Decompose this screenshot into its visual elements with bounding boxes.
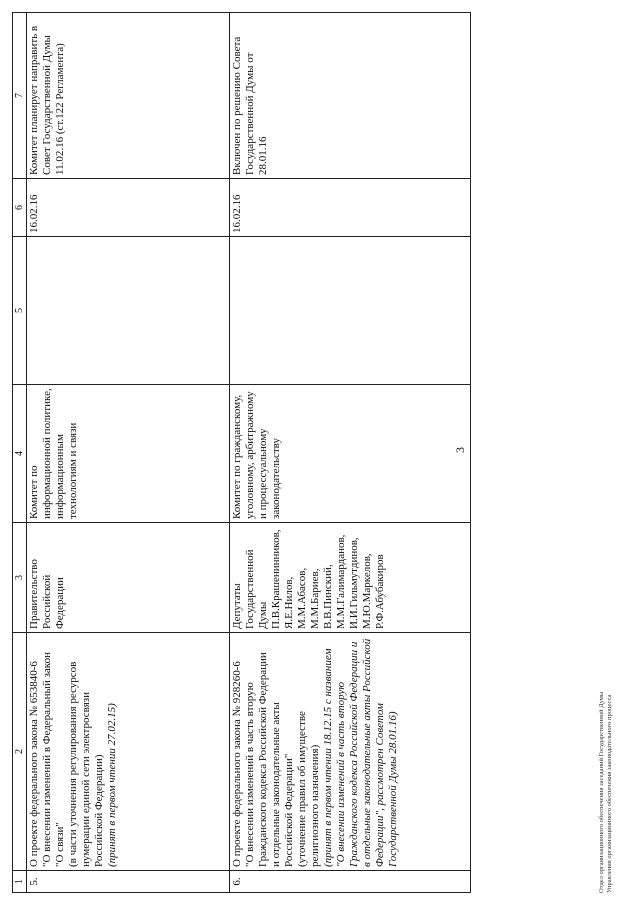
author-line: П.В.Крашенинников, (270, 529, 282, 629)
bill-line: и отдельные законодательные акты (270, 702, 282, 867)
bill-line: религиозного назначения) (309, 744, 321, 867)
page-number: 3 (453, 447, 467, 453)
author-line: М.М.Бариев, (309, 568, 321, 629)
col-header-4: 4 (13, 385, 27, 523)
bill-line: "О связи" (54, 822, 66, 867)
bill-line: (уточнение правил об имуществе (296, 711, 308, 867)
table-row (27, 13, 230, 893)
col-header-3: 3 (13, 523, 27, 633)
agenda-table (12, 12, 471, 893)
bill-description (27, 633, 230, 871)
col5-cell (27, 237, 230, 385)
date-cell: 16.02.16 (230, 179, 471, 237)
footer-line: Отдел организационного обеспечения заседаний Государственной Думы (598, 691, 605, 893)
bill-line: Российской Федерации" (283, 753, 295, 867)
col-header-1: 1 (13, 871, 27, 893)
bill-line: Российской Федерации) (93, 754, 105, 867)
author-line: И.И.Гильмутдинов, (348, 537, 360, 629)
bill-description (230, 633, 471, 871)
bill-line: "О внесении изменений в часть вторую (244, 682, 256, 867)
bill-line: О проекте федерального закона № 653840-6 (28, 661, 40, 867)
bill-author (230, 523, 471, 633)
col5-cell (230, 237, 471, 385)
author-line: Р.Ф.Абубакиров (374, 554, 386, 629)
status-cell: Включен по решению Совета Государственной Думы от 28.01.16 (230, 13, 471, 179)
page-footer (598, 692, 614, 893)
author-line: М.М.Абасов, (296, 567, 308, 629)
col-header-5: 5 (13, 237, 27, 385)
author-line: В.В.Пинский, (322, 564, 334, 629)
date-cell: 16.02.16 (27, 179, 230, 237)
row-number: 6. (230, 871, 471, 893)
committee: Комитет по информационной политике, информационным технологиям и связи (27, 385, 230, 523)
bill-line: нумерации единой сети электросвязи (80, 692, 92, 867)
table-row (230, 13, 471, 893)
row-number: 5. (27, 871, 230, 893)
bill-line: "О внесении изменений в Федеральный закон (41, 652, 53, 867)
bill-line: (в части уточнения регулирования ресурсов (67, 661, 79, 867)
col-header-6: 6 (13, 179, 27, 237)
status-cell: Комитет планирует направить в Совет Государственной Думы 11.02.16 (ст.122 Регламента) (27, 13, 230, 179)
author-line: М.Ю.Маркелов, (361, 553, 373, 629)
column-number-row (13, 13, 27, 893)
bill-line: О проекте федерального закона № 928260-6 (231, 661, 243, 867)
bill-note: (принят в первом чтении 18.12.15 с названием "О внесении изменений в часть вторую Гражданского кодекса Российской Федерации и в отдельные законодательные акты Российской Федерации", рассмотрен Советом Государственной Думы 28.01.16) (322, 638, 399, 867)
bill-line: Гражданского кодекса Российской Федерации (257, 652, 269, 867)
author-line: Депутаты Государственной Думы (231, 549, 269, 629)
col-header-2: 2 (13, 633, 27, 871)
col-header-7: 7 (13, 13, 27, 179)
bill-author: Правительство Российской Федерации (27, 523, 230, 633)
bill-note: (принят в первом чтении 27.02.15) (106, 703, 118, 867)
committee: Комитет по гражданскому, уголовному, арбитражному и процессуальному законодательству (230, 385, 471, 523)
author-line: М.М.Галимарданов, (335, 534, 347, 629)
author-line: Я.Е.Нилов, (283, 576, 295, 629)
footer-line: Управления организационного обеспечения законодательного процесса (606, 694, 613, 893)
